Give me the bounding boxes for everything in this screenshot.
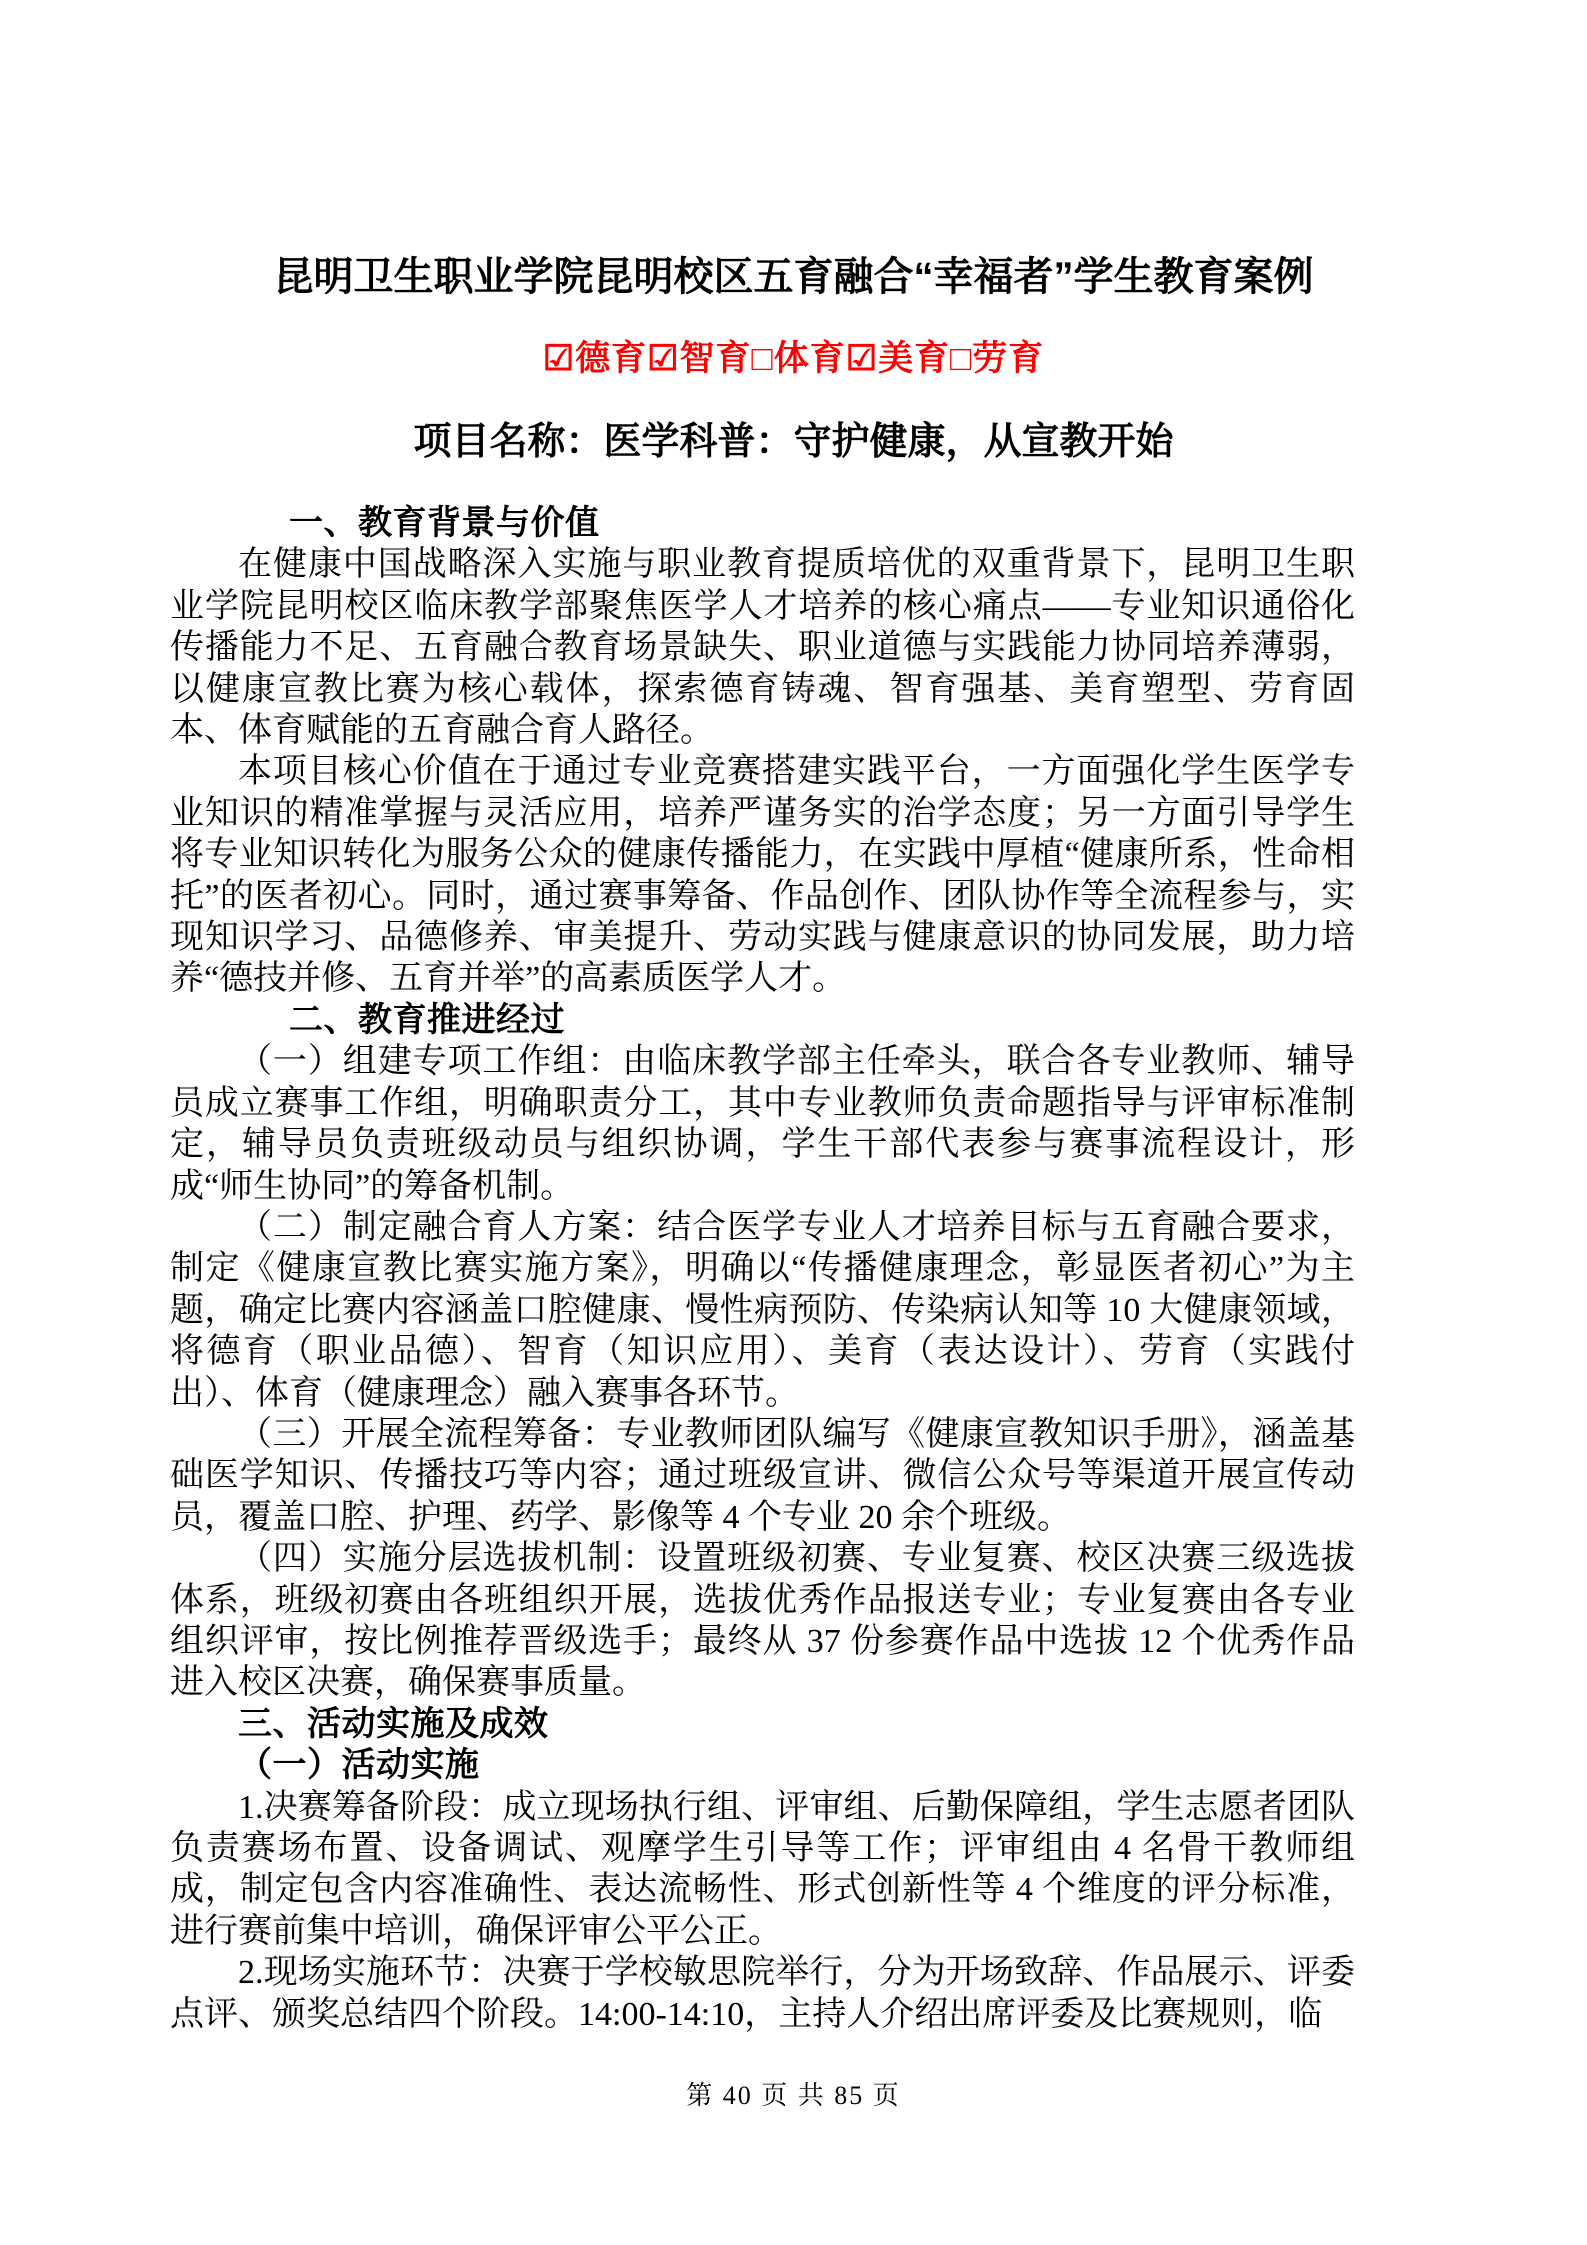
- paragraph: 本项目核心价值在于通过专业竞赛搭建实践平台，一方面强化学生医学专业知识的精准掌握与灵活应用，培养严谨务实的治学态度；另一方面引导学生将专业知识转化为服务公众的健康传播能力，在实践中厚植“健康所系，性命相托”的医者初心。同时，通过赛事筹备、作品创作、团队协作等全流程参与，实现知识学习、品德修养、审美提升、劳动实践与健康意识的协同发展，助力培养“德技并修、五育并举”的高素质医学人才。: [170, 753, 1355, 998]
- section-heading: 二、教育推进经过: [289, 1001, 565, 1039]
- paragraph: （二）制定融合育人方案：结合医学专业人才培养目标与五育融合要求，制定《健康宣教比赛实施方案》，明确以“传播健康理念，彰显医者初心”为主题，确定比赛内容涵盖口腔健康、慢性病预防、传染病认知等 10 大健康领域，将德育（职业品德）、智育（知识应用）、美育（表达设计）、劳育（实践付出）、体育（健康理念）融入赛事各环节。: [170, 1208, 1355, 1412]
- edu-item-智育: [647, 339, 751, 378]
- document-body: [170, 503, 1355, 2035]
- paragraph: （一）组建专项工作组：由临床教学部主任牵头，联合各专业教师、辅导员成立赛事工作组，明确职责分工，其中专业教师负责命题指导与评审标准制定，辅导员负责班级动员与组织协调，学生干部代表参与赛事流程设计，形成“师生协同”的筹备机制。: [170, 1043, 1355, 1205]
- edu-item-美育: [846, 339, 950, 378]
- five-education-line: [0, 337, 1587, 381]
- paragraph: 1.决赛筹备阶段：成立现场执行组、评审组、后勤保障组，学生志愿者团队负责赛场布置、设备调试、观摩学生引导等工作；评审组由 4 名骨干教师组成，制定包含内容准确性、表达流畅性、形式创新性等 4 个维度的评分标准，进行赛前集中培训，确保评审公平公正。: [170, 1788, 1355, 1950]
- edu-item-label: 体育: [773, 339, 846, 378]
- checkbox-checked-icon: ☑: [542, 339, 576, 378]
- edu-item-劳育: [950, 339, 1044, 378]
- paragraph: 在健康中国战略深入实施与职业教育提质培优的双重背景下，昆明卫生职业学院昆明校区临床教学部聚焦医学人才培养的核心痛点——专业知识通俗化传播能力不足、五育融合教育场景缺失、职业道德与实践能力协同培养薄弱，以健康宣教比赛为核心载体，探索德育铸魂、智育强基、美育塑型、劳育固本、体育赋能的五育融合育人路径。: [170, 546, 1355, 750]
- edu-item-label: 德育: [575, 339, 648, 378]
- section-heading: 三、活动实施及成效: [238, 1705, 549, 1743]
- project-title: 项目名称：医学科普：守护健康，从宣教开始: [413, 421, 1174, 463]
- checkbox-checked-icon: ☑: [647, 339, 680, 378]
- checkbox-checked-icon: ☑: [845, 339, 879, 378]
- paragraph: 2.现场实施环节：决赛于学校敏思院举行，分为开场致辞、作品展示、评委点评、颁奖总结四个阶段。14:00-14:10，主持人介绍出席评委及比赛规则，临: [170, 1954, 1355, 2033]
- edu-item-label: 劳育: [972, 339, 1045, 378]
- page-number-footer: 第 40 页 共 85 页: [686, 2081, 901, 2110]
- document-title: 昆明卫生职业学院昆明校区五育融合“幸福者”学生教育案例: [273, 255, 1314, 299]
- edu-item-德育: [543, 339, 647, 378]
- section-heading: 一、教育背景与价值: [289, 505, 600, 542]
- paragraph: （四）实施分层选拔机制：设置班级初赛、专业复赛、校区决赛三级选拔体系，班级初赛由各班组织开展，选拔优秀作品报送专业；专业复赛由各专业组织评审，按比例推荐晋级选手；最终从 37 份参赛作品中选拔 12 个优秀作品进入校区决赛，确保赛事质量。: [170, 1540, 1355, 1702]
- edu-item-label: 智育: [679, 339, 752, 378]
- edu-item-体育: [752, 339, 846, 378]
- checkbox-unchecked-icon: □: [751, 339, 774, 378]
- checkbox-unchecked-icon: □: [950, 339, 973, 378]
- edu-item-label: 美育: [878, 339, 951, 378]
- section-heading: （一）活动实施: [238, 1747, 480, 1785]
- paragraph: （三）开展全流程筹备：专业教师团队编写《健康宣教知识手册》，涵盖基础医学知识、传播技巧等内容；通过班级宣讲、微信公众号等渠道开展宣传动员，覆盖口腔、护理、药学、影像等 4 个专业 20 余个班级。: [170, 1415, 1355, 1536]
